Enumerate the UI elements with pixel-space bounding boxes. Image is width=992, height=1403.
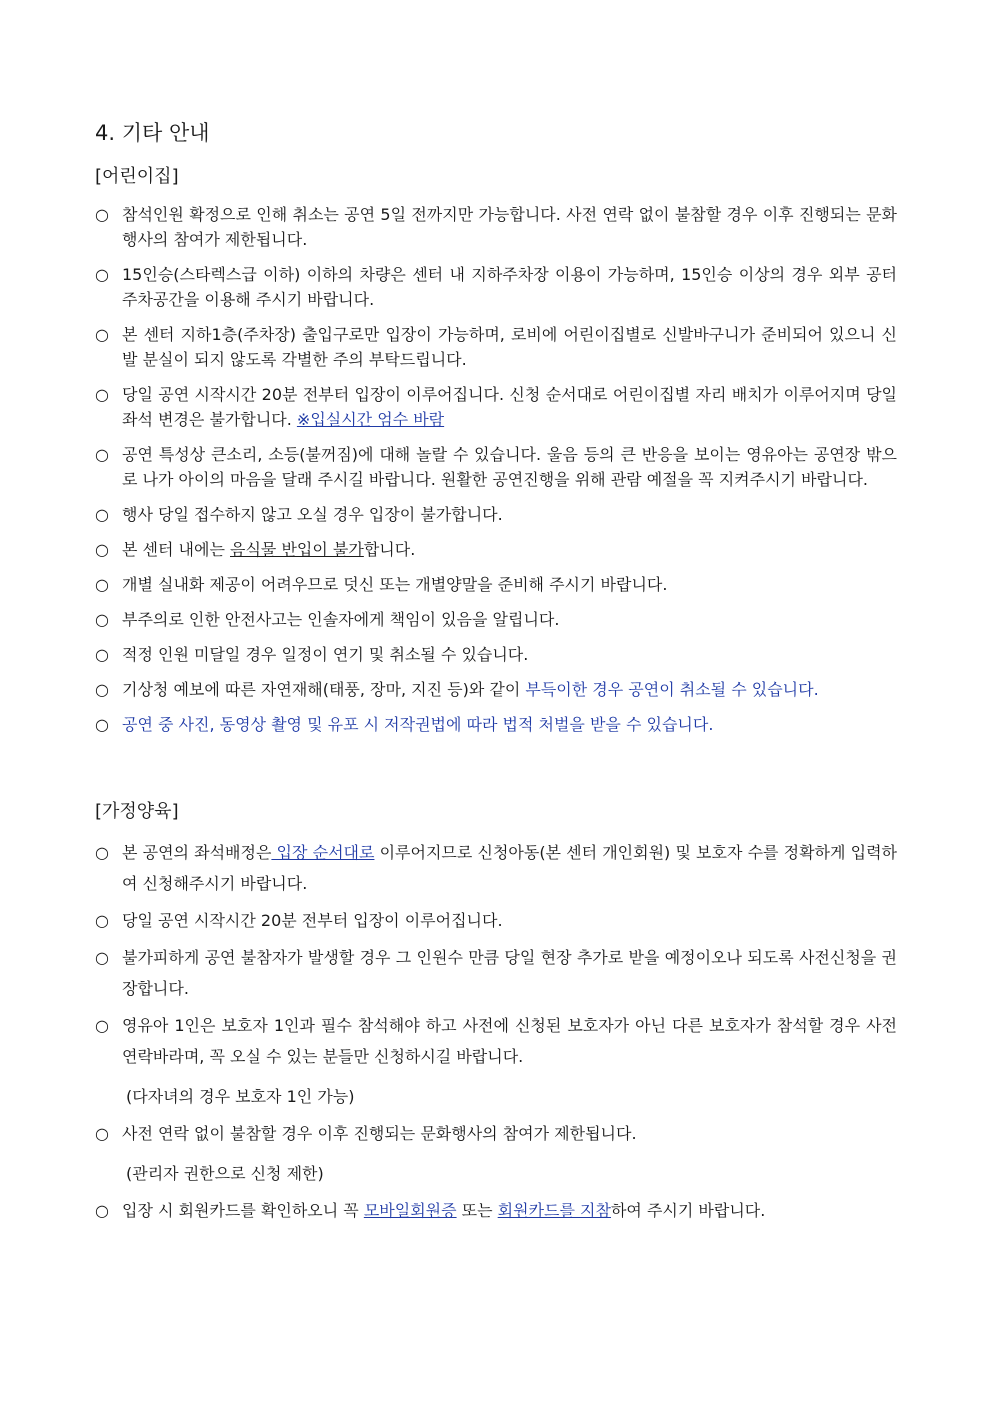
list-item bbox=[95, 382, 897, 432]
list-item bbox=[95, 1118, 897, 1189]
circle-bullet-icon: ○ bbox=[95, 645, 109, 664]
list-item bbox=[95, 537, 897, 562]
item-text: 하여 주시기 바랍니다. bbox=[610, 1201, 766, 1220]
list-item bbox=[95, 572, 897, 597]
list-item bbox=[95, 607, 897, 632]
circle-bullet-icon: ○ bbox=[95, 445, 109, 464]
item-note: (다자녀의 경우 보호자 1인 가능) bbox=[126, 1087, 355, 1106]
circle-bullet-icon: ○ bbox=[95, 205, 109, 224]
circle-bullet-icon: ○ bbox=[95, 715, 109, 734]
circle-bullet-icon: ○ bbox=[95, 575, 109, 594]
list-item bbox=[95, 677, 897, 702]
home-list bbox=[95, 837, 897, 1226]
circle-bullet-icon: ○ bbox=[95, 843, 109, 862]
copyright-warning-text: 공연 중 사진, 동영상 촬영 및 유포 시 저작권법에 따라 법적 처벌을 받을 수 있습니다. bbox=[122, 715, 714, 734]
entry-time-notice-link[interactable]: ※입실시간 엄수 바람 bbox=[296, 410, 445, 429]
item-text: 입장 시 회원카드를 확인하오니 꼭 bbox=[122, 1201, 364, 1220]
item-text: 영유아 1인은 보호자 1인과 필수 참석해야 하고 사전에 신청된 보호자가 아닌 다른 보호자가 참석할 경우 사전 연락바라며, 꼭 오실 수 있는 분들만 신청하시길 바랍니다. bbox=[122, 1016, 897, 1066]
list-item bbox=[95, 642, 897, 667]
home-section bbox=[95, 797, 897, 1226]
circle-bullet-icon: ○ bbox=[95, 385, 109, 404]
food-ban-text: 음식물 반입이 불가 bbox=[230, 540, 364, 559]
cancellation-warning-text: 부득이한 경우 공연이 취소될 수 있습니다. bbox=[525, 680, 819, 699]
section-title: 4. 기타 안내 bbox=[95, 121, 210, 145]
item-text: 개별 실내화 제공이 어려우므로 덧신 또는 개별양말을 준비해 주시기 바랍니다. bbox=[122, 575, 668, 594]
circle-bullet-icon: ○ bbox=[95, 325, 109, 344]
section-spacer bbox=[95, 747, 897, 797]
daycare-title: [어린이집] bbox=[95, 166, 179, 187]
circle-bullet-icon: ○ bbox=[95, 680, 109, 699]
list-item bbox=[95, 502, 897, 527]
item-text: 15인승(스타렉스급 이하) 이하의 차량은 센터 내 지하주차장 이용이 가능하며, 15인승 이상의 경우 외부 공터 주차공간을 이용해 주시기 바랍니다. bbox=[122, 265, 897, 309]
item-text: 행사 당일 접수하지 않고 오실 경우 입장이 불가합니다. bbox=[122, 505, 503, 524]
item-text: 사전 연락 없이 불참할 경우 이후 진행되는 문화행사의 참여가 제한됩니다. bbox=[122, 1124, 637, 1143]
item-text: 본 공연의 좌석배정은 bbox=[122, 843, 272, 862]
daycare-list bbox=[95, 202, 897, 737]
item-text: 당일 공연 시작시간 20분 전부터 입장이 이루어집니다. bbox=[122, 911, 503, 930]
circle-bullet-icon: ○ bbox=[95, 505, 109, 524]
list-item bbox=[95, 1195, 897, 1226]
entry-order-link[interactable]: 입장 순서대로 bbox=[271, 843, 375, 862]
document-page bbox=[95, 118, 897, 1232]
item-text: 참석인원 확정으로 인해 취소는 공연 5일 전까지만 가능합니다. 사전 연락 없이 불참할 경우 이후 진행되는 문화행사의 참여가 제한됩니다. bbox=[122, 205, 897, 249]
circle-bullet-icon: ○ bbox=[95, 911, 109, 930]
circle-bullet-icon: ○ bbox=[95, 540, 109, 559]
member-card-link[interactable]: 회원카드를 지참 bbox=[497, 1201, 611, 1220]
item-text: 불가피하게 공연 불참자가 발생할 경우 그 인원수 만큼 당일 현장 추가로 받을 예정이오나 되도록 사전신청을 권장합니다. bbox=[122, 948, 897, 998]
list-item bbox=[95, 905, 897, 936]
list-item bbox=[95, 712, 897, 737]
item-text: 또는 bbox=[456, 1201, 498, 1220]
list-item bbox=[95, 262, 897, 312]
item-text: 본 센터 내에는 bbox=[122, 540, 230, 559]
circle-bullet-icon: ○ bbox=[95, 948, 109, 967]
list-item bbox=[95, 442, 897, 492]
home-title: [가정양육] bbox=[95, 801, 179, 822]
circle-bullet-icon: ○ bbox=[95, 1201, 109, 1220]
item-text: 기상청 예보에 따른 자연재해(태풍, 장마, 지진 등)와 같이 bbox=[122, 680, 526, 699]
list-item bbox=[95, 837, 897, 899]
circle-bullet-icon: ○ bbox=[95, 1124, 109, 1143]
circle-bullet-icon: ○ bbox=[95, 265, 109, 284]
item-text: 이루어지므로 신청아동(본 센터 개인회원) 및 보호자 수를 정확하게 입력하여 신청해주시기 바랍니다. bbox=[122, 843, 897, 893]
daycare-section bbox=[95, 162, 897, 737]
item-text: 적정 인원 미달일 경우 일정이 연기 및 취소될 수 있습니다. bbox=[122, 645, 529, 664]
item-text: 공연 특성상 큰소리, 소등(불꺼짐)에 대해 놀랄 수 있습니다. 울음 등의 큰 반응을 보이는 영유아는 공연장 밖으로 나가 아이의 마음을 달래 주시길 바랍니다. 원활한 공연진행을 위해 관람 예절을 꼭 지켜주시기 바랍니다. bbox=[122, 445, 897, 489]
list-item bbox=[95, 1010, 897, 1112]
mobile-member-card-link[interactable]: 모바일회원증 bbox=[363, 1201, 457, 1220]
item-text: 합니다. bbox=[363, 540, 416, 559]
list-item bbox=[95, 942, 897, 1004]
circle-bullet-icon: ○ bbox=[95, 610, 109, 629]
item-note: (관리자 권한으로 신청 제한) bbox=[126, 1164, 324, 1183]
item-text: 부주의로 인한 안전사고는 인솔자에게 책임이 있음을 알립니다. bbox=[122, 610, 560, 629]
item-text: 당일 공연 시작시간 20분 전부터 입장이 이루어집니다. 신청 순서대로 어린이집별 자리 배치가 이루어지며 당일 좌석 변경은 불가합니다. bbox=[122, 385, 897, 429]
list-item bbox=[95, 322, 897, 372]
circle-bullet-icon: ○ bbox=[95, 1016, 109, 1035]
list-item bbox=[95, 202, 897, 252]
item-text: 본 센터 지하1층(주차장) 출입구로만 입장이 가능하며, 로비에 어린이집별로 신발바구니가 준비되어 있으니 신발 분실이 되지 않도록 각별한 주의 부탁드립니다. bbox=[122, 325, 897, 369]
